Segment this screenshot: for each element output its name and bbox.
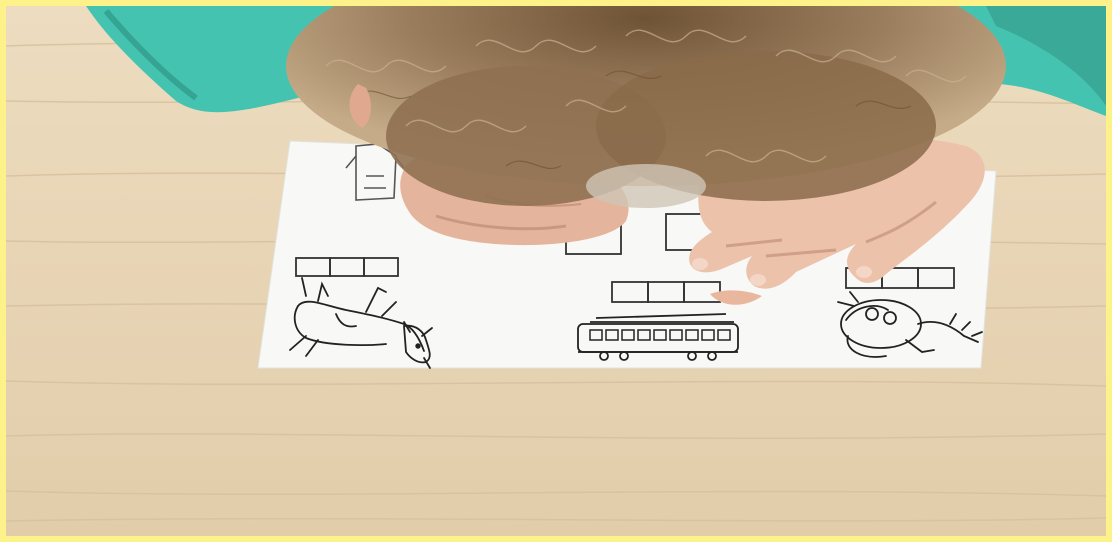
photo xyxy=(6,6,1106,536)
fingernail xyxy=(856,266,872,278)
fingernail xyxy=(750,274,766,286)
fingernail xyxy=(692,258,708,270)
